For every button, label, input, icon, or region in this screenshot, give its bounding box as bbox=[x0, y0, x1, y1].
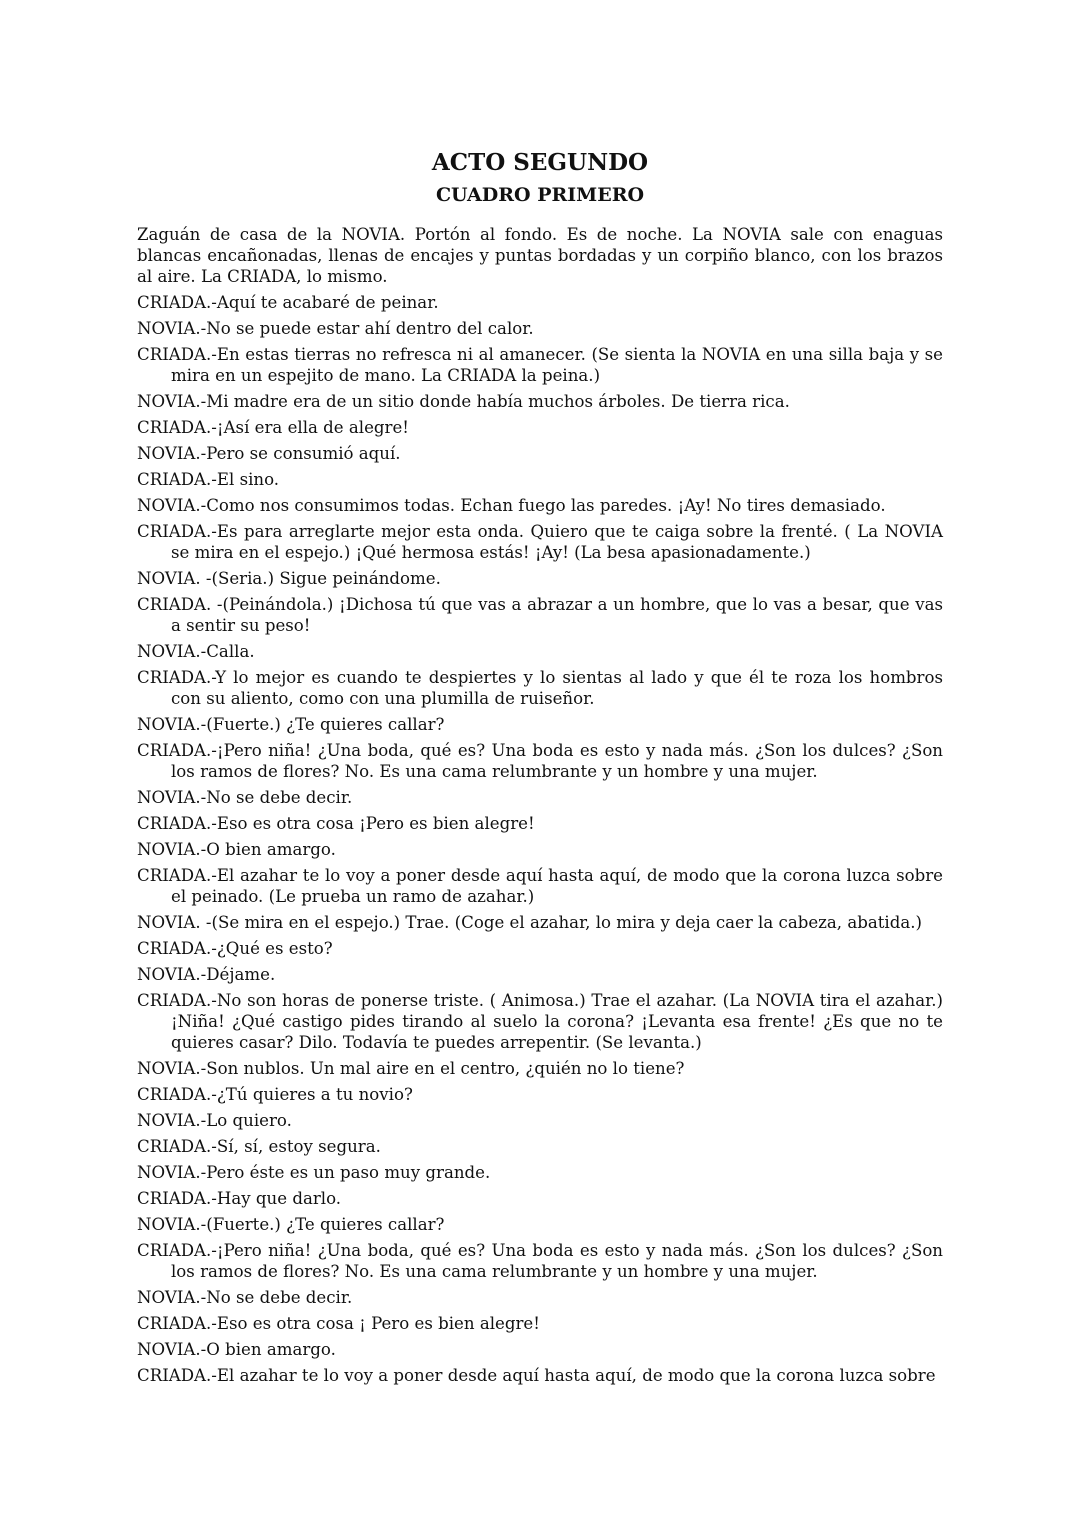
dialogue-line: CRIADA.-¿Qué es esto? bbox=[137, 939, 333, 958]
dialogue-line: NOVIA.-Pero se consumió aquí. bbox=[137, 444, 401, 463]
dialogue-line: CRIADA. -(Peinándola.) ¡Dichosa tú que vas a abrazar a un hombre, que lo vas a besar, que vas a sentir su peso! bbox=[137, 595, 943, 635]
dialogue-line: NOVIA.-No se puede estar ahí dentro del calor. bbox=[137, 319, 534, 338]
document-page bbox=[137, 146, 943, 1391]
dialogue-line: NOVIA.-No se debe decir. bbox=[137, 1288, 353, 1307]
dialogue-line: CRIADA.-Y lo mejor es cuando te despiertes y lo sientas al lado y que él te roza los hombros con su aliento, como con una plumilla de ruiseñor. bbox=[137, 668, 943, 708]
dialogue-line: NOVIA.-Calla. bbox=[137, 642, 255, 661]
dialogue-line: CRIADA.-Es para arreglarte mejor esta onda. Quiero que te caiga sobre la frenté. ( La NOVIA se mira en el espejo.) ¡Qué hermosa estás! ¡Ay! (La besa apasionadamente.) bbox=[137, 522, 943, 562]
dialogue-line: NOVIA. -(Se mira en el espejo.) Trae. (Coge el azahar, lo mira y deja caer la cabeza, abatida.) bbox=[137, 913, 922, 932]
dialogue-line: CRIADA.-Eso es otra cosa ¡Pero es bien alegre! bbox=[137, 814, 535, 833]
dialogue-line: CRIADA.-¡Pero niña! ¿Una boda, qué es? Una boda es esto y nada más. ¿Son los dulces? ¿Son los ramos de flores? No. Es una cama relumbrante y un hombre y una mujer. bbox=[137, 1241, 943, 1281]
dialogue-line: NOVIA.-Pero éste es un paso muy grande. bbox=[137, 1163, 491, 1182]
dialogue-line: CRIADA.-Hay que darlo. bbox=[137, 1189, 342, 1208]
dialogue-line: CRIADA.-Sí, sí, estoy segura. bbox=[137, 1137, 381, 1156]
dialogue-line: CRIADA.-El azahar te lo voy a poner desde aquí hasta aquí, de modo que la corona luzca sobre el peinado. (Le prueba un ramo de azahar.) bbox=[137, 866, 943, 906]
dialogue-line: CRIADA.-En estas tierras no refresca ni al amanecer. (Se sienta la NOVIA en una silla baja y se mira en un espejito de mano. La CRIADA la peina.) bbox=[137, 345, 943, 385]
dialogue-line: CRIADA.-El azahar te lo voy a poner desde aquí hasta aquí, de modo que la corona luzca sobre bbox=[137, 1366, 936, 1385]
dialogue-line: CRIADA.-¡Así era ella de alegre! bbox=[137, 418, 409, 437]
dialogue-line: NOVIA.-Como nos consumimos todas. Echan fuego las paredes. ¡Ay! No tires demasiado. bbox=[137, 496, 886, 515]
dialogue-line: NOVIA.-O bien amargo. bbox=[137, 1340, 336, 1359]
scene-title: CUADRO PRIMERO bbox=[435, 184, 645, 206]
dialogue-line: NOVIA.-Mi madre era de un sitio donde había muchos árboles. De tierra rica. bbox=[137, 392, 790, 411]
dialogue-line: NOVIA.-(Fuerte.) ¿Te quieres callar? bbox=[137, 1215, 445, 1234]
dialogue-line: CRIADA.-No son horas de ponerse triste. ( Animosa.) Trae el azahar. (La NOVIA tira el azahar.) ¡Niña! ¿Qué castigo pides tirando al suelo la corona? ¡Levanta esa frente! ¿Es que no te quieres casar? Dilo. Todavía te puedes arrepentir. (Se levanta.) bbox=[137, 991, 943, 1052]
dialogue-line: NOVIA.-Déjame. bbox=[137, 965, 276, 984]
dialogue-line: NOVIA.-O bien amargo. bbox=[137, 840, 336, 859]
dialogue-line: NOVIA.-Lo quiero. bbox=[137, 1111, 292, 1130]
dialogue bbox=[137, 292, 943, 1386]
dialogue-line: CRIADA.-El sino. bbox=[137, 470, 280, 489]
dialogue-line: NOVIA.-No se debe decir. bbox=[137, 788, 353, 807]
dialogue-line: NOVIA. -(Seria.) Sigue peinándome. bbox=[137, 569, 441, 588]
dialogue-line: NOVIA.-(Fuerte.) ¿Te quieres callar? bbox=[137, 715, 445, 734]
dialogue-line: CRIADA.-Aquí te acabaré de peinar. bbox=[137, 293, 439, 312]
dialogue-line: CRIADA.-Eso es otra cosa ¡ Pero es bien alegre! bbox=[137, 1314, 540, 1333]
dialogue-line: CRIADA.-¿Tú quieres a tu novio? bbox=[137, 1085, 413, 1104]
stage-direction: Zaguán de casa de la NOVIA. Portón al fondo. Es de noche. La NOVIA sale con enaguas blancas encañonadas, llenas de encajes y puntas bordadas y un corpiño blanco, con los brazos al aire. La CRIADA, lo mismo. bbox=[137, 225, 943, 286]
act-title: ACTO SEGUNDO bbox=[431, 149, 649, 176]
dialogue-line: NOVIA.-Son nublos. Un mal aire en el centro, ¿quién no lo tiene? bbox=[137, 1059, 685, 1078]
dialogue-line: CRIADA.-¡Pero niña! ¿Una boda, qué es? Una boda es esto y nada más. ¿Son los dulces? ¿Son los ramos de flores? No. Es una cama relumbrante y un hombre y una mujer. bbox=[137, 741, 943, 781]
